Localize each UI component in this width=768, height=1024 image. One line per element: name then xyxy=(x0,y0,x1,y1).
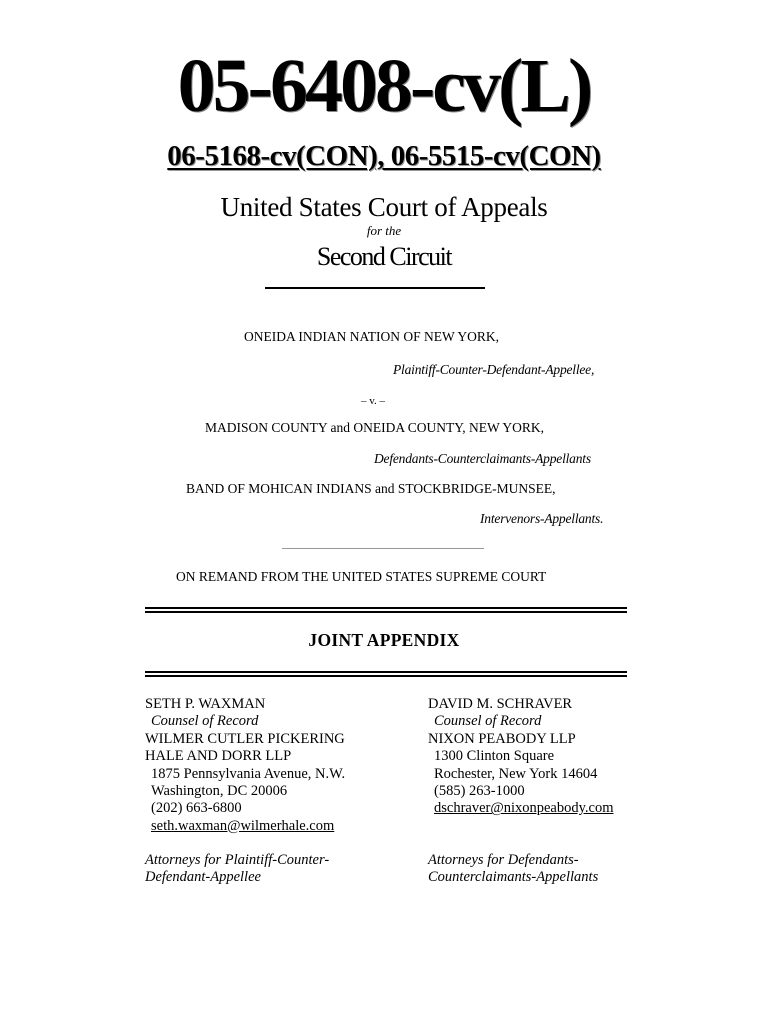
counsel-left-designation: Counsel of Record xyxy=(151,713,259,730)
attorneys-for-right xyxy=(428,852,598,887)
court-circuit: Second Circuit xyxy=(316,242,452,271)
plaintiff-name: ONEIDA INDIAN NATION OF NEW YORK, xyxy=(244,329,499,344)
court-for-the: for the xyxy=(366,223,402,238)
attorneys-for-left-line1: Attorneys for Plaintiff-Counter- xyxy=(145,852,330,868)
counsel-right-email[interactable]: dschraver@nixonpeabody.com xyxy=(434,800,614,817)
counsel-right-address2: Rochester, New York 14604 xyxy=(434,765,598,782)
counsel-left-phone: (202) 663-6800 xyxy=(151,800,242,817)
versus: – v. – xyxy=(361,395,386,407)
counsel-right-phone: (585) 263-1000 xyxy=(434,783,525,800)
title-divider xyxy=(265,287,485,289)
document-title: JOINT APPENDIX xyxy=(308,630,460,650)
counsel-left-firm-line2: HALE AND DORR LLP xyxy=(145,748,292,765)
court-name: United States Court of Appeals xyxy=(220,192,548,222)
attorneys-for-right-line1: Attorneys for Defendants- xyxy=(428,852,579,868)
counsel-left-email[interactable]: seth.waxman@wilmerhale.com xyxy=(151,817,335,834)
double-rule-bottom xyxy=(145,671,627,677)
counsel-right-firm-line1: NIXON PEABODY LLP xyxy=(428,730,576,747)
plaintiff-role: Plaintiff-Counter-Defendant-Appellee, xyxy=(393,362,595,377)
attorneys-for-left-line2: Defendant-Appellee xyxy=(145,869,261,886)
counsel-left-address1: 1875 Pennsylvania Avenue, N.W. xyxy=(151,765,346,782)
defendants-name: MADISON COUNTY and ONEIDA COUNTY, NEW YORK, xyxy=(205,420,544,435)
defendants-role: Defendants-Counterclaimants-Appellants xyxy=(374,451,591,466)
intervenors-role: Intervenors-Appellants. xyxy=(480,511,604,526)
remand-notice: ON REMAND FROM THE UNITED STATES SUPREME COURT xyxy=(176,569,547,584)
counsel-left-firm-line1: WILMER CUTLER PICKERING xyxy=(145,730,345,747)
consolidated-dockets xyxy=(0,142,768,171)
parties-divider xyxy=(282,548,484,549)
attorneys-for-right-line2: Counterclaimants-Appellants xyxy=(428,869,599,886)
counsel-right-name: DAVID M. SCHRAVER xyxy=(428,696,573,712)
counsel-left xyxy=(145,696,345,835)
intervenors-name: BAND OF MOHICAN INDIANS and STOCKBRIDGE-MUNSEE, xyxy=(186,481,556,496)
counsel-left-name: SETH P. WAXMAN xyxy=(145,696,266,712)
consolidated-dockets-text: 06-5168-cv(CON), 06-5515-cv(CON) xyxy=(167,140,601,172)
counsel-right-designation: Counsel of Record xyxy=(434,713,542,730)
counsel-right-address1: 1300 Clinton Square xyxy=(434,748,555,765)
counsel-left-address2: Washington, DC 20006 xyxy=(151,783,288,800)
docket-number: 05-6408-cv(L) xyxy=(177,44,591,128)
counsel-right xyxy=(428,696,614,818)
double-rule-top xyxy=(145,607,627,613)
attorneys-for-left xyxy=(145,852,329,887)
